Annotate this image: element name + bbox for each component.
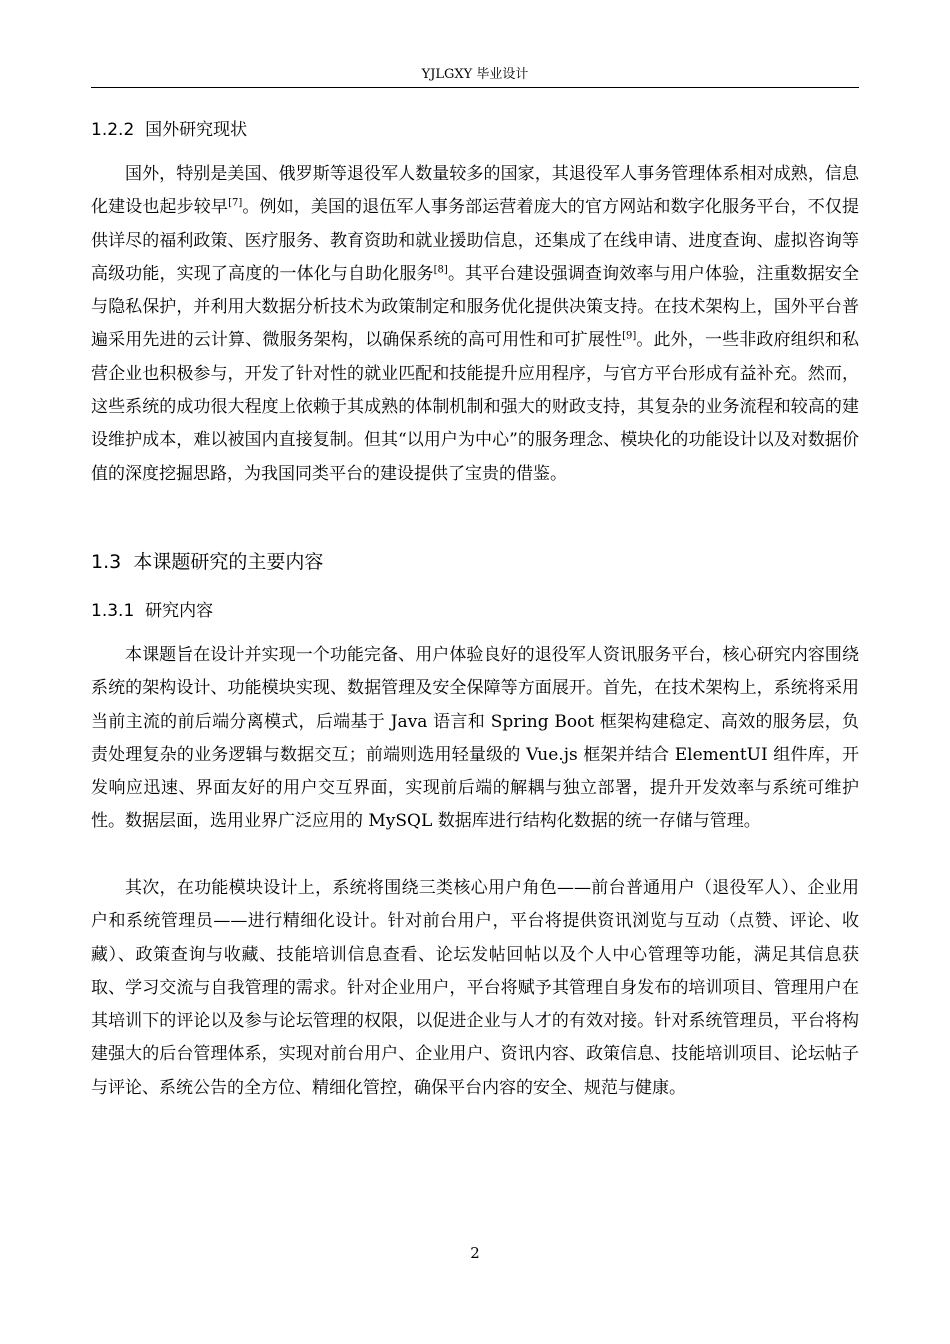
section-title: 国外研究现状 — [145, 120, 248, 140]
section-heading-1-3 — [91, 550, 323, 574]
section-number: 1.3 — [91, 551, 122, 573]
section-heading-1-3-1 — [91, 600, 213, 622]
paragraph-foreign-research — [91, 158, 859, 491]
page-number: 2 — [470, 1244, 480, 1262]
citation-ref: [7] — [228, 197, 243, 209]
page-header: YJLGXY 毕业设计 — [421, 67, 529, 82]
paragraph-text: 。例如，美国的退伍军人事务部运营着庞大的官方网站和数字化服务平台，不仅提供详尽的福利政策、医疗服务、教育资助和就业援助信息，还集成了在线申请、进度查询、虚拟咨询等高级功能，实现了高度的一体化与自助化服务 — [91, 197, 860, 284]
section-number: 1.2.2 — [91, 120, 135, 140]
paragraph-text: 。此外，一些非政府组织和私营企业也积极参与，开发了针对性的就业匹配和技能提升应用程序，与官方平台形成有益补充。然而，这些系统的成功很大程度上依赖于其成熟的体制机制和强大的财政支持，其复杂的业务流程和较高的建设维护成本，难以被国内直接复制。但其“以用户为中心”的服务理念、模块化的功能设计以及对数据价值的深度挖掘思路，为我国同类平台的建设提供了宝贵的借鉴。 — [91, 330, 860, 484]
citation-ref: [9] — [622, 330, 637, 342]
section-title: 研究内容 — [145, 601, 214, 621]
header-rule — [91, 87, 859, 88]
citation-ref: [8] — [433, 264, 448, 276]
paragraph-text: 。其平台建设强调查询效率与用户体验，注重数据安全与隐私保护，并利用大数据分析技术为政策制定和服务优化提供决策支持。在技术架构上，国外平台普遍采用先进的云计算、微服务架构，以确保系统的高可用性和可扩展性 — [91, 263, 860, 351]
paragraph-text: 国外，特别是美国、俄罗斯等退役军人数量较多的国家，其退役军人事务管理体系相对成熟，信息化建设也起步较早 — [91, 164, 859, 218]
paragraph-research-content: 本课题旨在设计并实现一个功能完备、用户体验良好的退役军人资讯服务平台，核心研究内容围绕系统的架构设计、功能模块实现、数据管理及安全保障等方面展开。首先，在技术架构上，系统将采用当前主流的前后端分离模式，后端基于 Java 语言和 Spring Boot 框架构建稳定、高效的服务层，负责处理复杂的业务逻辑与数据交互；前端则选用轻量级的 Vue.js 框架并结合 ElementUI 组件库，开发响应迅速、界面友好的用户交互界面，实现前后端的解耦与独立部署，提升开发效率与系统可维护性。数据层面，选用业界广泛应用的 MySQL 数据库进行结构化数据的统一存储与管理。 — [91, 645, 859, 832]
section-title: 本课题研究的主要内容 — [133, 551, 324, 573]
section-number: 1.3.1 — [91, 601, 135, 621]
section-heading-1-2-2 — [91, 119, 247, 141]
paragraph-function-modules: 其次，在功能模块设计上，系统将围绕三类核心用户角色——前台普通用户（退役军人）、企业用户和系统管理员——进行精细化设计。针对前台用户，平台将提供资讯浏览与互动（点赞、评论、收藏）、政策查询与收藏、技能培训信息查看、论坛发帖回帖以及个人中心管理等功能，满足其信息获取、学习交流与自我管理的需求。针对企业用户，平台将赋予其管理自身发布的培训项目、管理用户在其培训下的评论以及参与论坛管理的权限，以促进企业与人才的有效对接。针对系统管理员，平台将构建强大的后台管理体系，实现对前台用户、企业用户、资讯内容、政策信息、技能培训项目、论坛帖子与评论、系统公告的全方位、精细化管控，确保平台内容的安全、规范与健康。 — [91, 878, 859, 1098]
